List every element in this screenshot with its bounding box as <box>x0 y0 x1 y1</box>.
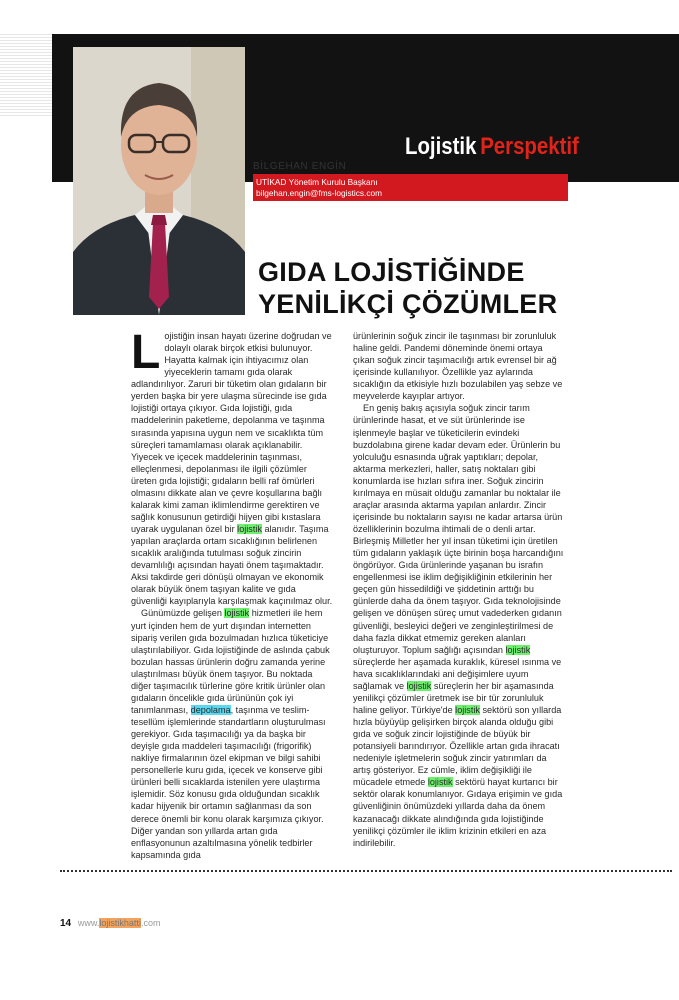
article-column-2 <box>353 330 564 849</box>
author-name: BİLGEHAN ENGİN <box>253 161 347 172</box>
paragraph: En geniş bakış açısıyla soğuk zincir tarım ürünlerinde hasat, et ve süt ürünlerinde ise işlenmeyle başlar ve tüketicilerin evindeki buzdolabına girene kadar devam eder. Ürünlerin bu yolculuğu esnasında uğrak yaptıkları; depolar, aktarma merkezleri, haller, satış noktaları gibi konumlarda ise hızları sıfıra iner. Soğuk zincirin kırılmaya en müsait olduğu zamanlar bu noktalar ile araçlar arasında aktarma yapılan anlardır. Zincir içerisinde bu noktaların sayısı ne kadar artarsa ürün özelliklerinin bozulma ihtimali de o denli artar. Birleşmiş Milletler her yıl insan tüketimi için üretilen tüm gıdaların yaklaşık üçte birinin boşa harcandığını öngörüyor. Gıda ürünlerinde yaşanan bu israfın engellenmesi ise iklim değişikliğinin etkilerinin her geçen gün hissedildiği ve şiddetinin arttığı bu günlerde daha da önem taşıyor. Gıda teknolojisinde gelişen ve dönüşen süreç umut vadederken gıdanın güvenliği, besleyici değeri ve zenginleştirilmesi de daha fazla dikkat etmemiz gereken alanları oluşturuyor. Toplum sağlığı açısından lojistik süreçlerde her aşamada kuraklık, küresel ısınma ve hava sıcaklıklarındaki ani değişimlere uyum sağlamak ve lojistik süreçlerin her bir aşamasında yenilikçi çözümler üretmek ise bir tür zorunluluk haline geliyor. Türkiye'de lojistik sektörü son yıllarda hızla büyüyüp gelişirken birçok alanda olduğu gibi gıda ve soğuk zincir lojistiğinde de büyük bir potansiyeli barındırıyor. Özellikle artan gıda ihracatı nedeniyle işletmelerin soğuk zincir yatırımları da artış gösteriyor. Ez cümle, iklim değişikliği ile mücadele etmede lojistik sektörü hayat kurtarıcı bir sektör olarak konumlanıyor. Gıdaya erişimin ve gıda güvenliğinin önümüzdeki yıllarda daha da önem kazanacağı dikkate alındığında gıda lojistiğinde yenilikçi çözümler ile iklim krizinin etkileri en aza indirilebilir. <box>353 403 564 848</box>
author-photo <box>73 47 245 315</box>
highlighted-keyword: lojistik <box>455 704 480 715</box>
article-headline <box>258 256 557 320</box>
paragraph: ürünlerinin soğuk zincir ile taşınması bir zorunluluk haline geldi. Pandemi döneminde önemi ortaya çıkan soğuk zincir taşımacılığı artık evrensel bir ağ içerisinde kullanılıyor. Özellikle yaz aylarında sıcaklığın da etkisiyle hızlı bozulabilen yaş sebze ve meyvelerde kayıplar artıyor. <box>353 331 563 402</box>
paragraph: Günümüzde gelişen lojistik hizmetleri ile hem yurt içinden hem de yurt dışından internetten sipariş verilen gıda bozulmadan hızlıca tüketiciye ulaştırılabiliyor. Gıda lojistiğinde de aslında çabuk bozulan hassas ürünlerin doğru zamanda yerine ulaştırılması büyük önem taşıyor. Bu noktada diğer taşımacılık türlerine göre kritik ürünler olan gıdaların öncelikle gıda ürününün çok iyi tanımlanması, depolama, taşınma ve teslim-tesellüm işlemlerinde standartların oluşturulması gerekiyor. Gıda taşımacılığı ya da başka bir deyişle gıda maddeleri taşımacılığı (frigorifik) nakliye firmalarının özel ekipman ve bilgi sahibi personellerle kuru gıda, içecek ve konserve gibi ürünleri belli sıcaklarda istenilen yere ulaştırma işlemidir. Söz konusu gıda olduğundan sıcaklık kadar hijyenik bir ortamın sağlanması da son derece önemli bir konu olarak karşımıza çıkıyor. Diğer yandan son yıllarda artan gıda enflasyonunun azaltılmasına yönelik tedbirler kapsamında gıda <box>131 608 330 860</box>
brand-lojistik: Lojistik <box>405 133 477 160</box>
page-footer <box>60 918 160 929</box>
highlighted-keyword: lojistik <box>406 680 432 691</box>
paragraph: Lojistiğin insan hayatı üzerine doğrudan ve dolaylı olarak birçok etkisi bulunuyor. Hayatta kalmak için ihtiyacımız olan yiyeceklerin tamamı gıda olarak adlandırılıyor. Zaruri bir tüketim olan gıdaların bir yerden başka bir yere ulaşma sürecinde ise gıda lojistiği ortaya çıkıyor. Gıda lojistiği, gıda maddelerinin paketleme, depolanma ve taşınma sırasında yapısına uygun nem ve sıcaklıkta tüm süreçleri tamamlaması olarak açıklanabilir. Yiyecek ve içecek maddelerinin taşınması, elleçlenmesi, depolanması ile ilgili çözümler üreten gıda lojistiği; gıdaların belli raf ömürleri olmasını dikkate alan ve çevre koşullarına bağlı kalarak kimi zaman iklimlendirme gerektiren ve sağlık konusunun getirdiği hijyen gibi kıstaslara uyarak uygulanan özel bir lojistik alanıdır. Taşıma yapılan araçlarda ortam sıcaklığının belirlenen sıcaklık aralığında tutulması soğuk zincirin devamlılığı açısından hayati önem taşımaktadır. Aksi takdirde geri dönüşü olmayan ve ekonomik olarak büyük önem taşıyan kalite ve gıda güvenliği kayıplarıyla karşılaşmak kaçınılmaz olur. <box>131 326 333 607</box>
author-email[interactable]: bilgehan.engin@fms-logistics.com <box>256 188 383 198</box>
highlighted-keyword: lojistik <box>427 777 453 788</box>
highlighted-keyword-blue: depolama <box>190 704 231 715</box>
page-number: 14 <box>60 918 72 929</box>
highlighted-keyword: lojistik <box>224 608 250 619</box>
author-role: UTİKAD Yönetim Kurulu Başkanı <box>256 177 378 187</box>
column-brand-logo <box>405 133 579 161</box>
headline-line-1: GIDA LOJİSTİĞİNDE <box>258 257 525 287</box>
brand-perspektif: Perspektif <box>480 133 579 160</box>
highlighted-keyword: lojistik <box>505 644 531 655</box>
drop-cap: L <box>131 326 161 379</box>
website-link[interactable]: www.lojistikhatti.com <box>77 918 161 928</box>
article-column-1 <box>131 326 334 861</box>
dotted-divider <box>60 870 672 872</box>
highlighted-keyword: lojistik <box>237 524 262 534</box>
headline-line-2: YENİLİKÇİ ÇÖZÜMLER <box>258 289 558 319</box>
